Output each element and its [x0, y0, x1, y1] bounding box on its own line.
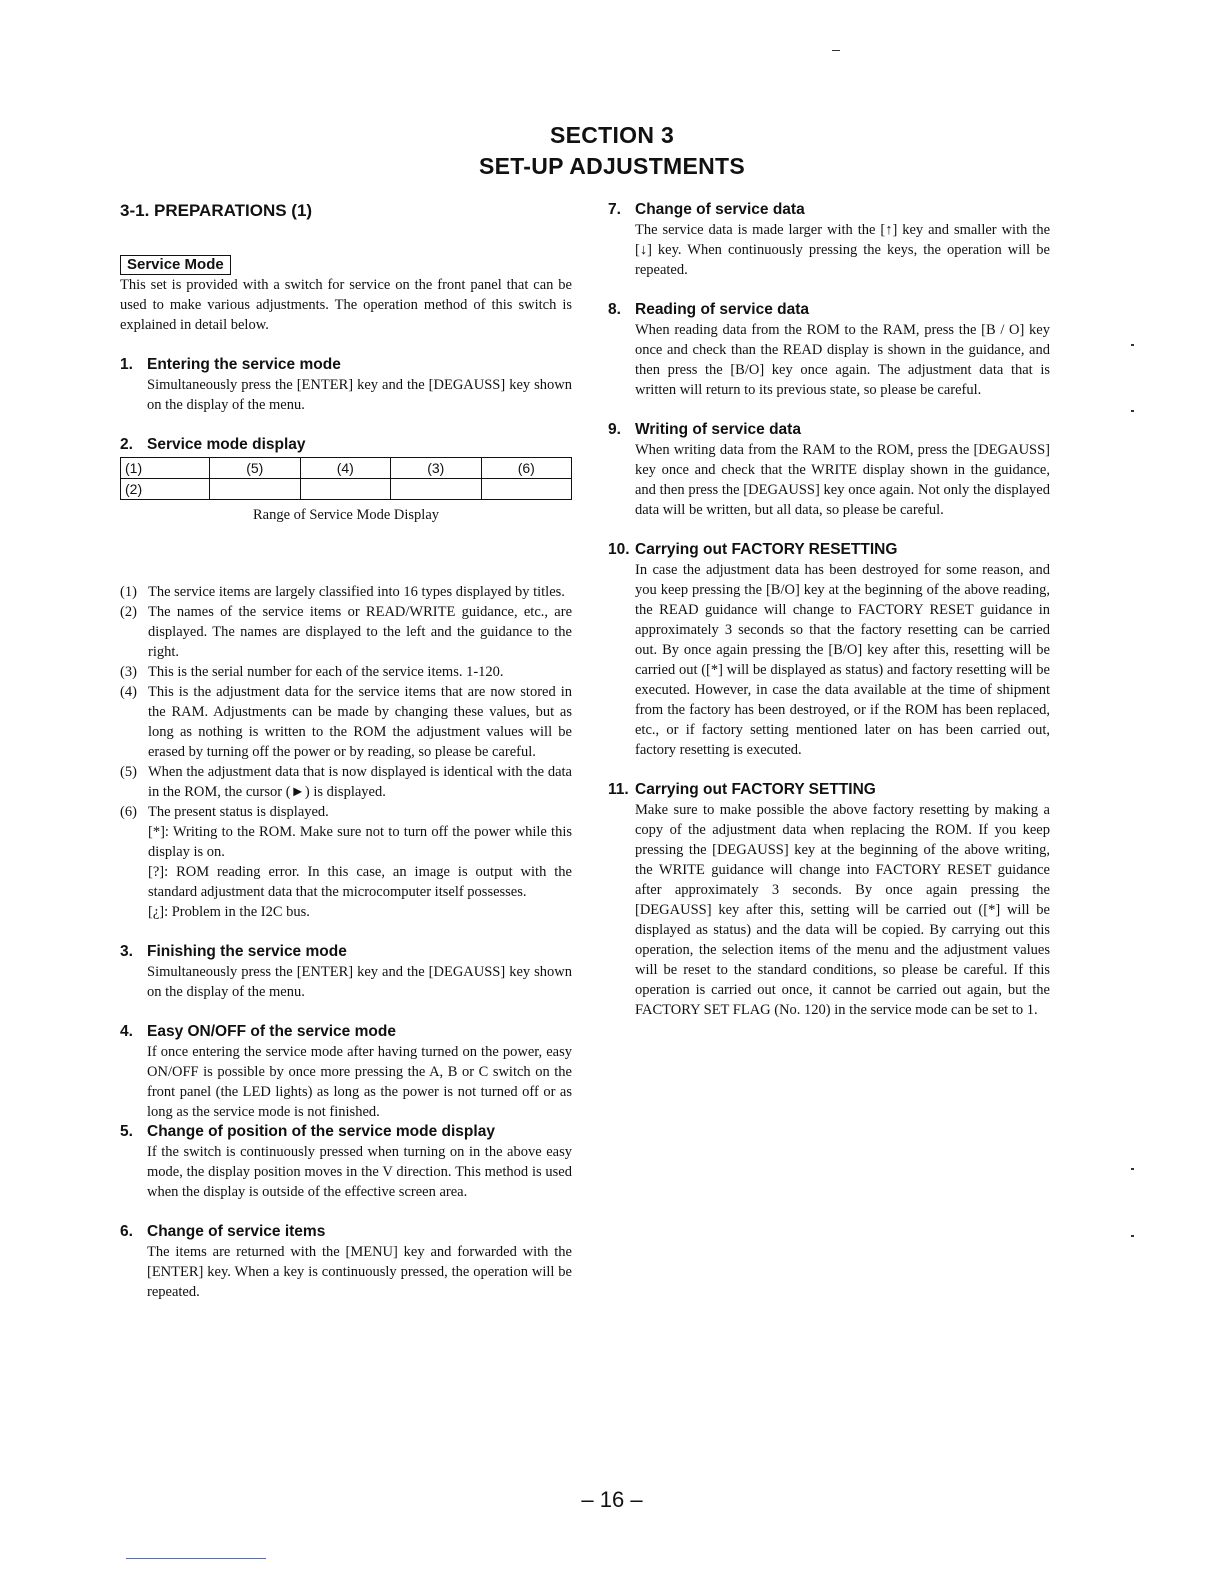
list-item — [120, 662, 572, 682]
table-cell: (3) — [391, 458, 482, 479]
footer-rule — [126, 1558, 266, 1559]
section-3 — [120, 942, 572, 1002]
scan-mark — [1131, 344, 1134, 346]
section-6-num: 6. — [120, 1223, 133, 1240]
section-11-num: 11. — [608, 781, 629, 798]
section-11-title: Carrying out FACTORY SETTING — [635, 781, 876, 798]
section-7-num: 7. — [608, 201, 621, 218]
section-5-title: Change of position of the service mode display — [147, 1123, 495, 1140]
table-row — [121, 458, 572, 479]
right-column — [608, 199, 1050, 1020]
list-item-text: When the adjustment data that is now displayed is identical with the data in the ROM, the cursor (►) is displayed. — [148, 764, 572, 800]
left-column — [120, 199, 572, 1302]
section-9-num: 9. — [608, 421, 621, 438]
section-6-title: Change of service items — [147, 1223, 326, 1240]
section-1-title: Entering the service mode — [147, 356, 341, 373]
section-8-num: 8. — [608, 301, 621, 318]
section-2 — [120, 435, 572, 524]
section-name: SET-UP ADJUSTMENTS — [478, 153, 746, 179]
section-number: SECTION 3 — [549, 122, 675, 148]
section-10-body: In case the adjustment data has been destroyed for some reason, and you keep pressing the [B/O] key at the beginning of the above reading, the READ guidance will change to FACTORY RESET guidance in approximately 3 seconds so that the factory resetting can be carried out. By once again pressing the [B/O] key after this, resetting will be carried out ([*] will be displayed as status) and factory resetting will be executed. However, in case the data available at the time of shipment from the factory has been destroyed, or if the ROM has been replaced, etc., or if factory setting mentioned later on has been carried out, factory resetting is executed. — [635, 562, 1050, 758]
section-6-body: The items are returned with the [MENU] key and forwarded with the [ENTER] key. When a key is continuously pressed, the operation will be repeated. — [147, 1244, 572, 1300]
section-1 — [120, 355, 572, 415]
section-title — [0, 120, 1224, 182]
table-cell — [481, 479, 572, 500]
section-1-body: Simultaneously press the [ENTER] key and the [DEGAUSS] key shown on the display of the menu. — [147, 377, 572, 413]
list-item-text: This is the adjustment data for the service items that are now stored in the RAM. Adjustments can be made by changing these values, but as long as nothing is written to the ROM the adjustment values will be erased by turning off the power or by reading, so please be careful. — [148, 684, 572, 760]
list-item — [120, 602, 572, 662]
section-8 — [608, 300, 1050, 400]
list-item-text: The service items are largely classified into 16 types displayed by titles. — [148, 584, 565, 600]
list-item-marker: (2) — [120, 604, 137, 620]
list-item-marker: (1) — [120, 584, 137, 600]
service-mode-label: Service Mode — [120, 255, 231, 275]
table-cell: (2) — [121, 479, 210, 500]
table-cell: (1) — [121, 458, 210, 479]
table-row — [121, 479, 572, 500]
table-cell: (4) — [300, 458, 391, 479]
table-caption: Range of Service Mode Display — [252, 507, 440, 523]
status-question: [?]: ROM reading error. In this case, an image is output with the standard adjustment data that the microcomputer itself possesses. — [148, 864, 572, 900]
status-star: [*]: Writing to the ROM. Make sure not to turn off the power while this display is on. — [148, 824, 572, 860]
section-8-title: Reading of service data — [635, 301, 810, 318]
section-10-num: 10. — [608, 541, 630, 558]
section-2-title: Service mode display — [147, 436, 306, 453]
scan-mark — [1131, 1168, 1134, 1170]
section-1-num: 1. — [120, 356, 133, 373]
list-item — [120, 802, 572, 922]
section-3-title: Finishing the service mode — [147, 943, 347, 960]
table-cell — [210, 479, 301, 500]
section-5 — [120, 1122, 572, 1202]
list-item — [120, 582, 572, 602]
intro-paragraph: This set is provided with a switch for service on the front panel that can be used to make various adjustments. The operation method of this switch is explained in detail below. — [120, 277, 572, 333]
section-7 — [608, 200, 1050, 280]
table-cell — [391, 479, 482, 500]
section-11 — [608, 780, 1050, 1020]
list-item-marker: (4) — [120, 684, 137, 700]
scan-mark — [832, 50, 840, 51]
section-6 — [120, 1222, 572, 1302]
section-5-num: 5. — [120, 1123, 133, 1140]
section-5-body: If the switch is continuously pressed when turning on in the above easy mode, the display position moves in the V direction. This method is used when the display is outside of the effective screen area. — [147, 1144, 572, 1200]
display-items-list — [120, 582, 572, 922]
section-4-title: Easy ON/OFF of the service mode — [147, 1023, 396, 1040]
list-item — [120, 682, 572, 762]
scan-mark — [1131, 410, 1134, 412]
list-item-marker: (5) — [120, 764, 137, 780]
section-3-body: Simultaneously press the [ENTER] key and the [DEGAUSS] key shown on the display of the menu. — [147, 964, 572, 1000]
section-9 — [608, 420, 1050, 520]
table-cell — [300, 479, 391, 500]
list-item — [120, 762, 572, 802]
section-4-num: 4. — [120, 1023, 133, 1040]
preparations-heading: 3-1. PREPARATIONS (1) — [120, 201, 313, 220]
list-item-text: The names of the service items or READ/WRITE guidance, etc., are displayed. The names are displayed to the left and the guidance to the right. — [148, 604, 572, 660]
section-10-title: Carrying out FACTORY RESETTING — [635, 541, 898, 558]
scan-mark — [1131, 1235, 1134, 1237]
list-item-text: The present status is displayed. — [148, 804, 329, 820]
section-4 — [120, 1022, 572, 1122]
page-number: – 16 – — [581, 1487, 643, 1512]
section-9-title: Writing of service data — [635, 421, 801, 438]
status-i2c: [¿]: Problem in the I2C bus. — [148, 904, 310, 920]
list-item-marker: (6) — [120, 804, 137, 820]
section-4-body: If once entering the service mode after having turned on the power, easy ON/OFF is possible by once more pressing the A, B or C switch on the front panel (the LED lights) as long as the power is not turned off or as long as the service mode is not finished. — [147, 1044, 572, 1120]
section-10 — [608, 540, 1050, 760]
list-item-text: This is the serial number for each of the service items. 1-120. — [148, 664, 504, 680]
table-cell: (5) — [210, 458, 301, 479]
section-3-num: 3. — [120, 943, 133, 960]
section-11-body: Make sure to make possible the above factory resetting by making a copy of the adjustment data when replacing the ROM. If you keep pressing the [DEGAUSS] key at the beginning of the above writing, the WRITE guidance will change into FACTORY RESET guidance after approximately 3 seconds. By once again pressing the [DEGAUSS] key after this, setting will be carried out ([*] will be displayed as status) and the data will be copied. By carrying out this operation, the selection items of the menu and the adjustment values will be reset to the standard conditions, so please be careful. If this operation is carried out once, it cannot be carried out again, but the FACTORY SET FLAG (No. 120) in the service mode can be set to 1. — [635, 802, 1050, 1018]
section-9-body: When writing data from the RAM to the ROM, press the [DEGAUSS] key once and check that the WRITE display shown in the guidance, and then press the [DEGAUSS] key once again. Not only the displayed data will be written, but all data, so please be careful. — [635, 442, 1050, 518]
list-item-marker: (3) — [120, 664, 137, 680]
section-2-num: 2. — [120, 436, 133, 453]
section-8-body: When reading data from the ROM to the RAM, press the [B / O] key once and check than the READ display is shown in the guidance, and then press the [B/O] key once again. The adjustment data that is written will return to its previous state, so please be careful. — [635, 322, 1050, 398]
section-7-title: Change of service data — [635, 201, 805, 218]
service-mode-display-table — [120, 457, 572, 500]
section-7-body: The service data is made larger with the [↑] key and smaller with the [↓] key. When continuously pressing the keys, the operation will be repeated. — [635, 222, 1050, 278]
table-cell: (6) — [481, 458, 572, 479]
